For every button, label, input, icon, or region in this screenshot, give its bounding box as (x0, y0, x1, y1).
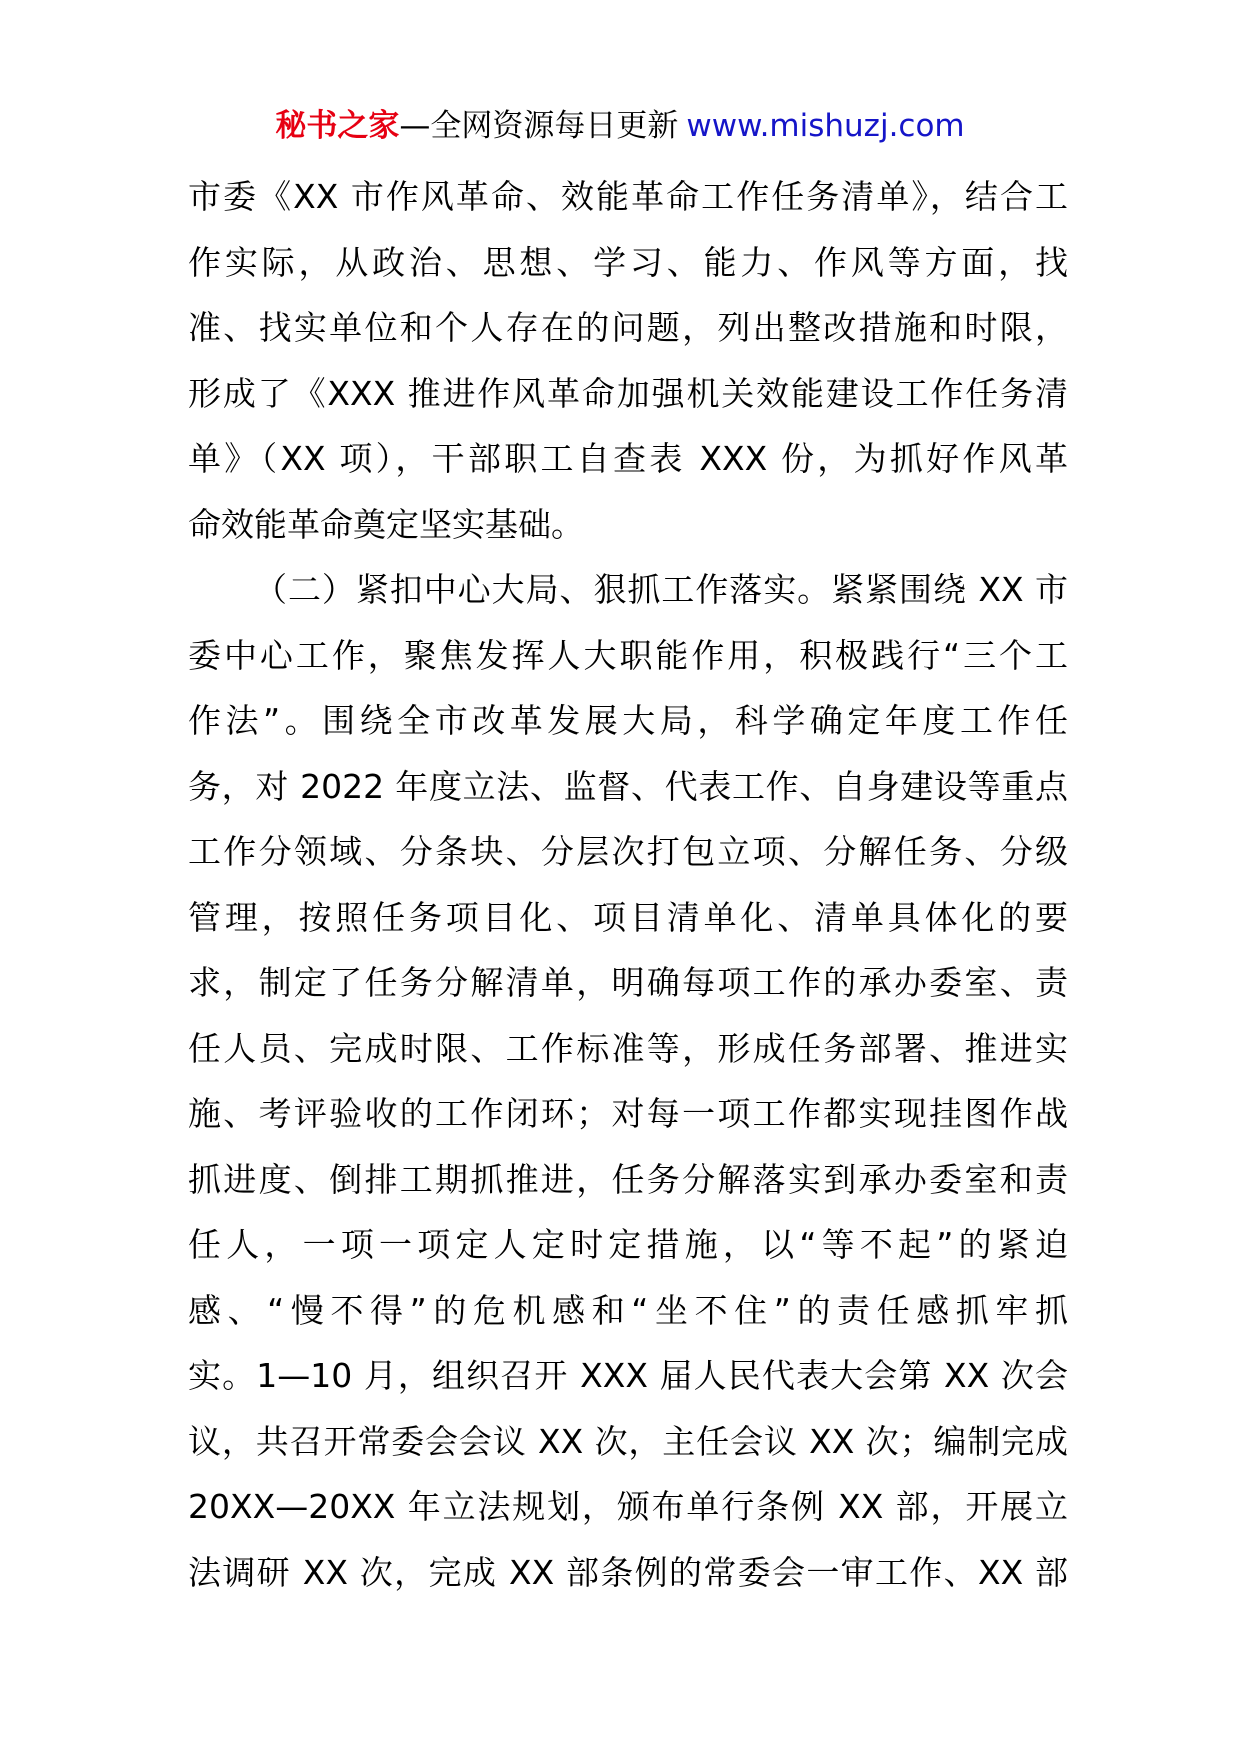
text-line: 形成了《XXX 推进作风革命加强机关效能建设工作任务清 (188, 373, 1068, 413)
brand-name: 秘书之家 (275, 108, 400, 144)
text-line: 市委《XX 市作风革命、效能革命工作任务清单》，结合工 (188, 177, 1068, 216)
text-line: 实。1—10 月，组织召开 XXX 届人民代表大会第 XX 次会 (188, 1356, 1068, 1395)
text-line: 任人员、完成时限、工作标准等，形成任务部署、推进实 (188, 1028, 1068, 1068)
text-line: 作法”。围绕全市改革发展大局，科学确定年度工作任 (188, 701, 1068, 740)
text-line: 命效能革命奠定坚实基础。 (188, 504, 584, 544)
text-line: 20XX—20XX 年立法规划，颁布单行条例 XX 部，开展立 (188, 1487, 1068, 1526)
text-line: 法调研 XX 次，完成 XX 部条例的常委会一审工作、XX 部 (188, 1552, 1068, 1592)
text-line: 委中心工作，聚焦发挥人大职能作用，积极践行“三个工 (188, 635, 1068, 675)
text-line: 施、考评验收的工作闭环；对每一项工作都实现挂图作战 (188, 1094, 1068, 1133)
text-line: 感、“慢不得”的危机感和“坐不住”的责任感抓牢抓 (188, 1290, 1068, 1330)
header-slogan: —全网资源每日更新 (399, 108, 679, 144)
text-line: 任人，一项一项定人定时定措施，以“等不起”的紧迫 (188, 1225, 1068, 1264)
text-line: 作实际，从政治、思想、学习、能力、作风等方面，找 (188, 242, 1068, 282)
document-body (188, 164, 1068, 1605)
text-line: 抓进度、倒排工期抓推进，任务分解落实到承办委室和责 (188, 1159, 1068, 1199)
text-line: 求，制定了任务分解清单，明确每项工作的承办委室、责 (188, 963, 1068, 1002)
text-line: 管理，按照任务项目化、项目清单化、清单具体化的要 (188, 897, 1068, 937)
text-line: 单》（XX 项），干部职工自查表 XXX 份，为抓好作风革 (188, 439, 1068, 478)
text-line: 工作分领域、分条块、分层次打包立项、分解任务、分级 (188, 832, 1068, 871)
text-line: 务，对 2022 年度立法、监督、代表工作、自身建设等重点 (188, 766, 1068, 806)
section-heading-line: （二）紧扣中心大局、狠抓工作落实。紧紧围绕 XX 市 (254, 570, 1068, 609)
site-url-link[interactable]: www.mishuzj.com (686, 108, 965, 144)
page-header (0, 104, 1240, 148)
text-line: 准、找实单位和个人存在的问题，列出整改措施和时限， (188, 308, 1068, 347)
text-line: 议，共召开常委会会议 XX 次，主任会议 XX 次；编制完成 (188, 1421, 1068, 1461)
